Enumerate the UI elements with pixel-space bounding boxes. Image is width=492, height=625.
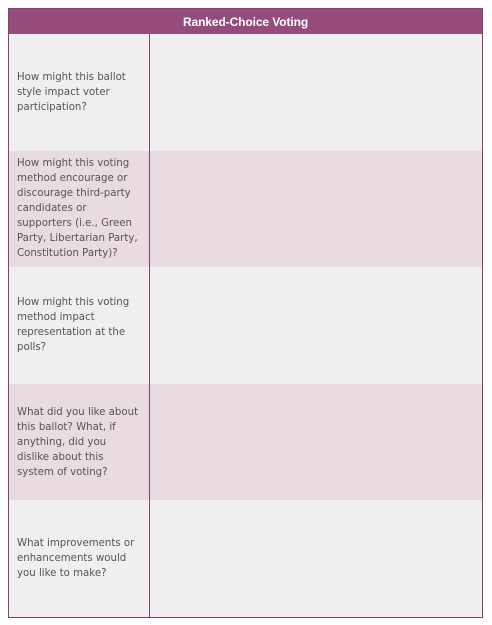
- question-row-third-party: [9, 151, 482, 268]
- answer-field[interactable]: [150, 34, 482, 151]
- ranked-choice-worksheet: [8, 8, 483, 618]
- question-prompt: How might this voting method encourage or discourage third-party candidates or supporters (i.e., Green Party, Libertarian Party, Constitution Party)?: [9, 151, 150, 268]
- question-table: [9, 34, 482, 617]
- question-row-representation: [9, 267, 482, 384]
- question-prompt: What improvements or enhancements would you like to make?: [9, 500, 150, 617]
- question-prompt: How might this ballot style impact voter participation?: [9, 34, 150, 151]
- question-row-participation: [9, 34, 482, 151]
- question-row-likes-dislikes: [9, 384, 482, 501]
- worksheet-title: Ranked-Choice Voting: [9, 9, 482, 34]
- answer-field[interactable]: [150, 267, 482, 384]
- question-prompt: What did you like about this ballot? What, if anything, did you dislike about this system of voting?: [9, 384, 150, 501]
- answer-field[interactable]: [150, 500, 482, 617]
- question-prompt: How might this voting method impact representation at the polls?: [9, 267, 150, 384]
- question-row-improvements: [9, 500, 482, 617]
- answer-field[interactable]: [150, 384, 482, 501]
- answer-field[interactable]: [150, 151, 482, 268]
